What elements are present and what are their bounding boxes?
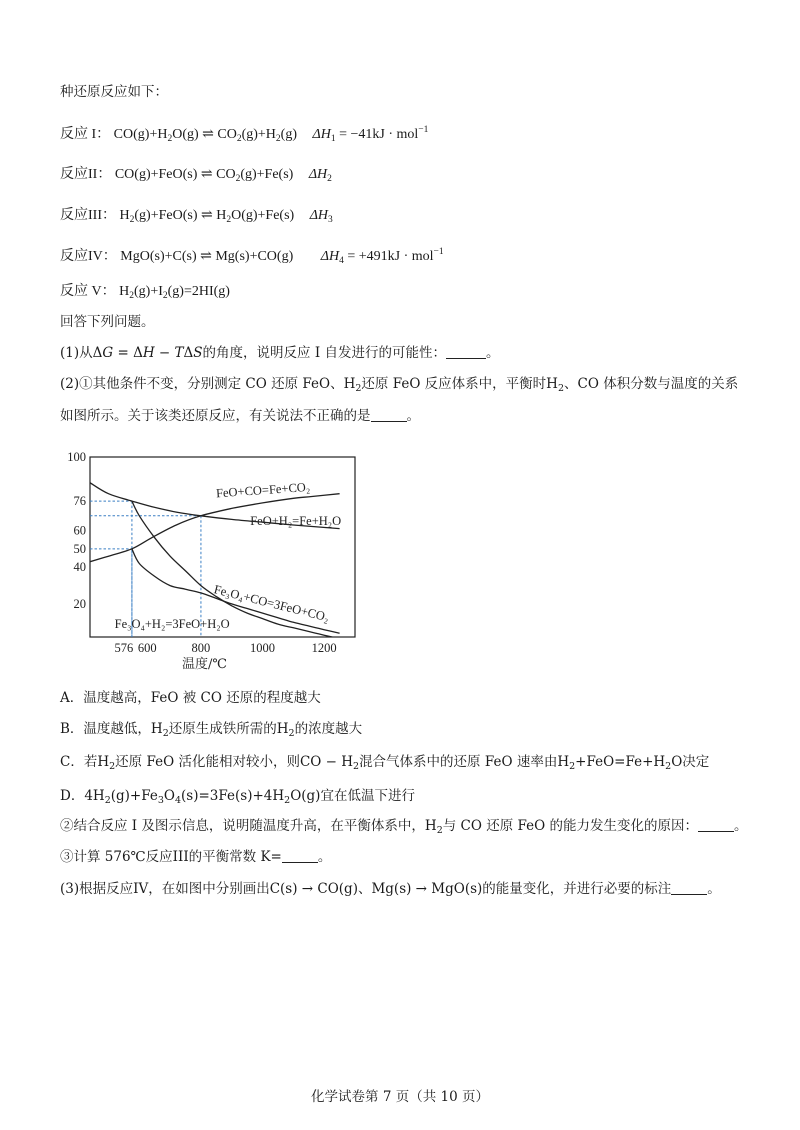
reaction-equation: CO(g)+FeO(s) ⇌ $CO_2(g)+Fe(s)$ $\Delta H_2$ (114, 167, 332, 184)
question-2-part-2: ②结合反应 I 及图示信息，说明随温度升高，在平衡体系中，$H_2$与 CO 还原 FeO 的能力发生变化的原因： 。 (60, 818, 748, 836)
y-tick-label: 40 (73, 560, 86, 575)
option-text: 温度越高，FeO 被 CO 还原的程度越大 (83, 690, 321, 706)
option-d (60, 786, 415, 806)
page-footer: 化学试卷第 7 页（共 10 页） (311, 1089, 489, 1105)
x-tick-label: 600 (137, 641, 157, 655)
x-tick-label: 800 (191, 641, 211, 655)
reaction-1 (60, 125, 428, 145)
question-1: (1)从ΔG = ΔH − TΔS的角度，说明反应 I 自发进行的可能性： 。 (60, 345, 500, 361)
option-text: 若$H_2$还原 FeO 活化能相对较小，则CO − $H_2$混合气体系中的还原 FeO 速率由$H_2+FeO=Fe+H_2O$决定 (83, 754, 710, 772)
series-label-3: Fe₃O₄+CO=3FeO+CO₂ (212, 582, 331, 625)
reaction-3 (60, 206, 333, 226)
option-label: A． (60, 690, 84, 706)
reaction-equation: MgO(s)+C(s) ⇌ Mg(s)+CO(g) $\Delta H_4 = +491kJ \cdot mol^{-1}$ (120, 247, 444, 266)
x-axis-label: 温度/℃ (182, 657, 227, 672)
y-tick-label: 100 (67, 450, 86, 464)
y-tick-label: 76 (73, 494, 86, 509)
option-c (60, 752, 709, 772)
equilibrium-chart (50, 440, 370, 675)
x-tick-label: 576 (114, 641, 134, 655)
series-label-4: Fe₃O₄+H₂=3FeO+H₂O (114, 616, 230, 631)
series-label-2: FeO+H₂=Fe+H₂O (250, 513, 342, 528)
option-a (60, 688, 321, 708)
question-2-line-1: (2)①其他条件不变，分别测定 CO 还原 FeO、$H_2$还原 FeO 反应体系中，平衡时$H_2$、CO 体积分数与温度的关系 (60, 376, 739, 394)
question-2-line-2: 如图所示。关于该类还原反应，有关说法不正确的是 。 (60, 408, 420, 424)
y-tick-label: 60 (73, 523, 86, 538)
reaction-label: 反应 I： (60, 127, 111, 142)
reaction-label: 反应IV： (60, 249, 117, 264)
x-tick-label: 1200 (311, 641, 337, 655)
reaction-equation: $H_2(g)+I_2(g)=2HI(g)$ (119, 284, 230, 301)
option-label: B． (60, 721, 84, 737)
question-2-part-3: ③计算 576℃反应III的平衡常数 K= 。 (60, 849, 332, 865)
reaction-4 (60, 247, 444, 267)
reaction-equation: $CO(g)+H_2O(g)$ ⇌ $CO_2(g)+H_2(g) \Delta H_1 = -41kJ \cdot mol^{-1}$ (113, 125, 429, 144)
reaction-label: 反应III： (60, 208, 116, 223)
reaction-2 (60, 165, 332, 185)
reaction-equation: $H_2(g)+FeO(s)$ ⇌ $H_2O(g)+Fe(s)$ $\Delta H_3$ (119, 208, 333, 225)
reaction-label: 反应 V： (60, 284, 116, 299)
reaction-5 (60, 282, 230, 302)
y-tick-label: 50 (73, 541, 86, 556)
option-text: $4H_2(g)+Fe_3O_4(s)=3Fe(s)+4H_2O(g)$宜在低温下进行 (84, 788, 415, 806)
option-label: C． (60, 754, 84, 770)
reaction-label: 反应II： (60, 167, 112, 182)
x-tick-label: 1000 (250, 641, 276, 655)
y-tick-label: 20 (73, 596, 86, 611)
intro-text: 种还原反应如下： (60, 84, 168, 100)
option-text: 温度越低，$H_2$还原生成铁所需的$H_2$的浓度越大 (83, 721, 363, 739)
answer-prompt: 回答下列问题。 (60, 314, 155, 330)
question-3: (3)根据反应IV，在如图中分别画出C(s) → CO(g)、Mg(s) → MgO(s)的能量变化，并进行必要的标注 。 (60, 881, 721, 897)
series-label-1: FeO+CO=Fe+CO₂ (215, 479, 311, 501)
option-label: D． (60, 788, 85, 804)
option-b (60, 719, 362, 739)
